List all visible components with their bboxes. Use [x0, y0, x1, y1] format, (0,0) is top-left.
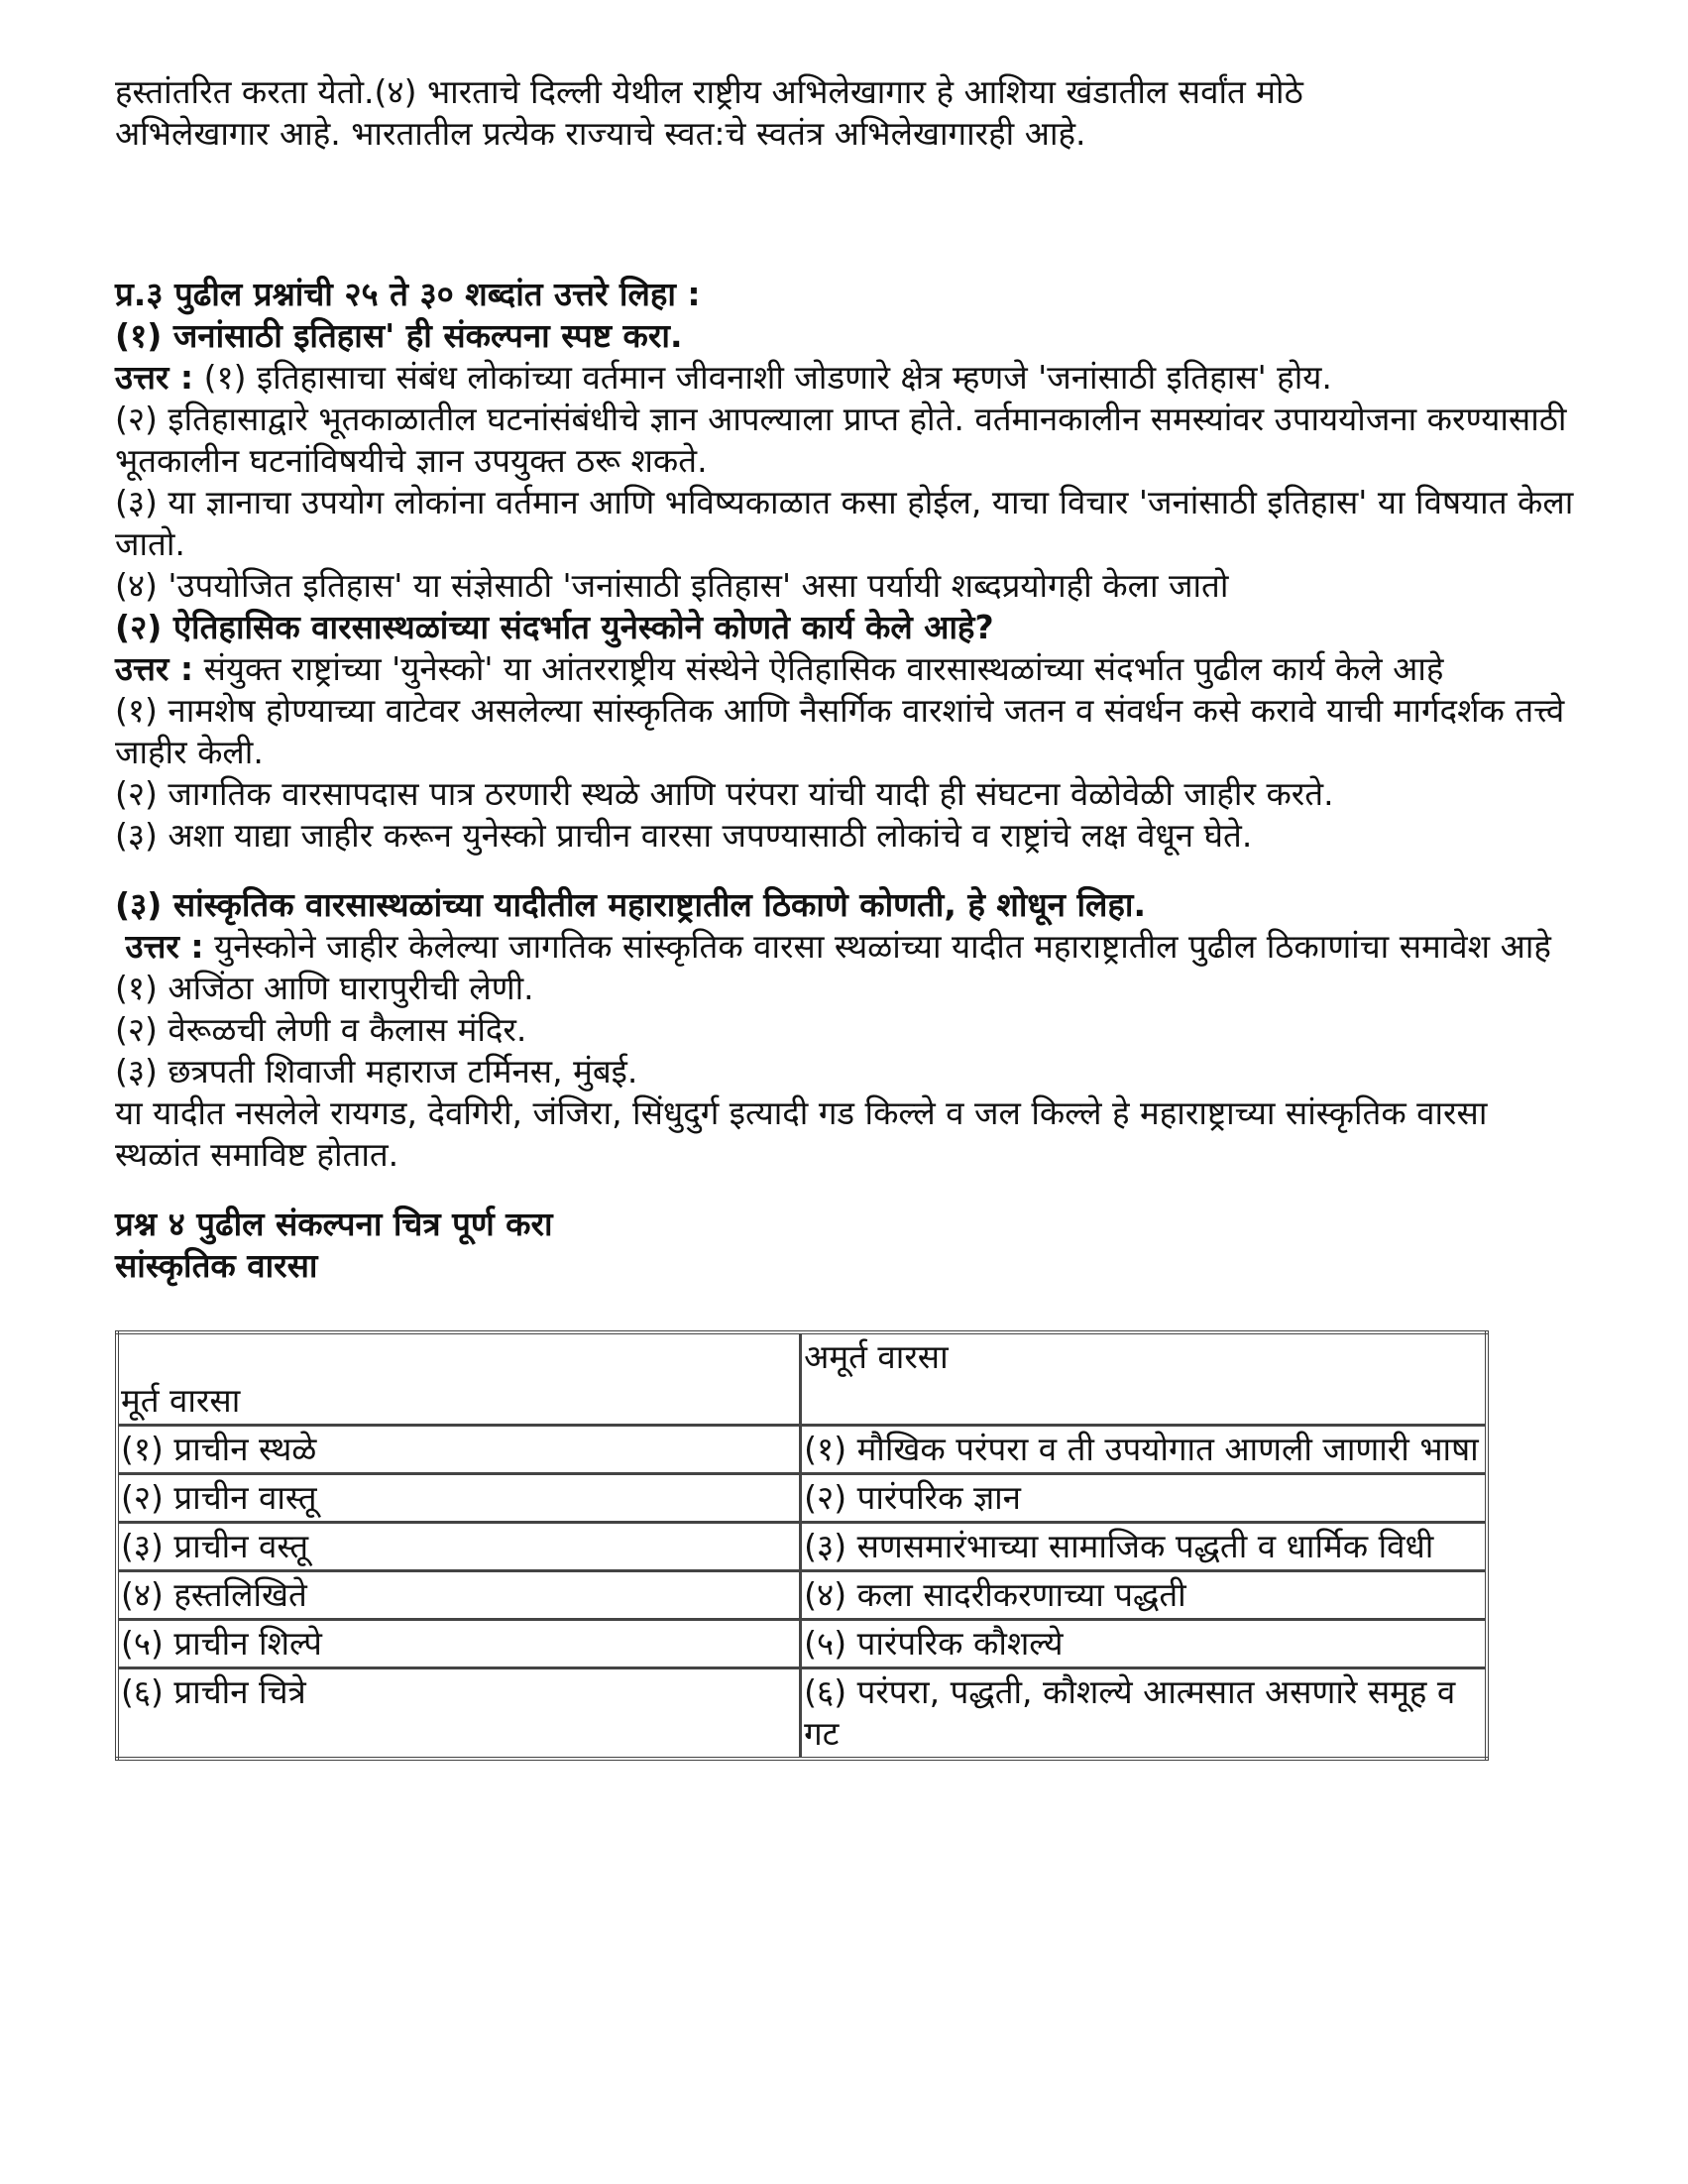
q3-sub3-point-1: (१) अजिंठा आणि घारापुरीची लेणी.	[115, 969, 534, 1007]
tangible-cell: (४) हस्तलिखिते	[117, 1571, 801, 1620]
q3-heading: प्र.३ पुढील प्रश्नांची २५ ते ३० शब्दांत उत्तरे लिहा :	[115, 275, 701, 313]
q3-sub3-answer-first	[115, 926, 1582, 968]
heritage-table	[115, 1330, 1489, 1761]
tangible-cell: (३) प्राचीन वस्तू	[117, 1523, 801, 1571]
intangible-cell: (४) कला सादरीकरणाच्या पद्धती	[801, 1571, 1487, 1620]
q3-sub1-point-3: (३) या ज्ञानाचा उपयोग लोकांना वर्तमान आणि भविष्यकाळात कसा होईल, याचा विचार 'जनांसाठी इतिहास' या विषयात केला जातो.	[115, 483, 1574, 563]
answer-label: उत्तर :	[115, 649, 194, 688]
answer-label: उत्तर :	[125, 927, 204, 966]
q3-sub2-point-3: (३) अशा याद्या जाहीर करून युनेस्को प्राचीन वारसा जपण्यासाठी लोकांचे व राष्ट्रांचे लक्ष वेधून घेते.	[115, 816, 1253, 855]
intangible-cell: (१) मौखिक परंपरा व ती उपयोगात आणली जाणारी भाषा	[801, 1426, 1487, 1474]
answer-label: उत्तर :	[115, 358, 194, 397]
intangible-heritage-header: अमूर्त वारसा	[801, 1332, 1487, 1426]
intangible-cell: (६) परंपरा, पद्धती, कौशल्ये आत्मसात असणारे समूह व गट	[801, 1668, 1487, 1760]
table-row	[117, 1668, 1487, 1760]
q3-sub3-point-2: (२) वेरूळची लेणी व कैलास मंदिर.	[115, 1010, 527, 1049]
q3-sub1-answer-first	[115, 357, 1582, 399]
q3-sub2-point-1: (१) नामशेष होण्याच्या वाटेवर असलेल्या सांस्कृतिक आणि नैसर्गिक वारशांचे जतन व संवर्धन कसे करावे याची मार्गदर्शक तत्त्वे जाहीर केली.	[115, 691, 1565, 771]
intro-line-1: हस्तांतरित करता येतो.(४) भारताचे दिल्ली येथील राष्ट्रीय अभिलेखागार हे आशिया खंडातील सर्वांत मोठे	[115, 72, 1303, 111]
q3-sub1-point-4: (४) 'उपयोजित इतिहास' या संज्ञेसाठी 'जनांसाठी इतिहास' असा पर्यायी शब्दप्रयोगही केला जातो	[115, 566, 1229, 605]
tangible-cell: (१) प्राचीन स्थळे	[117, 1426, 801, 1474]
q3-sub1-point-2: (२) इतिहासाद्वारे भूतकाळातील घटनांसंबंधीचे ज्ञान आपल्याला प्राप्त होते. वर्तमानकालीन समस्यांवर उपाययोजना करण्यासाठी भूतकालीन घटनांविषयीचे ज्ञान उपयुक्त ठरू शकते.	[115, 400, 1567, 480]
q3-sub2-question: (२) ऐतिहासिक वारसास्थळांच्या संदर्भात युनेस्कोने कोणते कार्य केले आहे?	[115, 608, 994, 646]
tangible-cell: (५) प्राचीन शिल्पे	[117, 1620, 801, 1668]
table-row	[117, 1474, 1487, 1523]
table-header-row	[117, 1332, 1487, 1426]
answer-text: संयुक्त राष्ट्रांच्या 'युनेस्को' या आंतरराष्ट्रीय संस्थेने ऐतिहासिक वारसास्थळांच्या संदर्भात पुढील कार्य केले आहे	[203, 649, 1444, 688]
table-row	[117, 1426, 1487, 1474]
intangible-cell: (२) पारंपरिक ज्ञान	[801, 1474, 1487, 1523]
q3-sub3-question: (३) सांस्कृतिक वारसास्थळांच्या यादीतील महाराष्ट्रातील ठिकाणे कोणती, हे शोधून लिहा.	[115, 885, 1146, 924]
table-row	[117, 1620, 1487, 1668]
intro-line-2: अभिलेखागार आहे. भारतातील प्रत्येक राज्याचे स्वत:चे स्वतंत्र अभिलेखागारही आहे.	[115, 114, 1086, 153]
q3-sub2-answer-first	[115, 648, 1582, 690]
q3-sub3-note: या यादीत नसलेले रायगड, देवगिरी, जंजिरा, सिंधुदुर्ग इत्यादी गड किल्ले व जल किल्ले हे महाराष्ट्राच्या सांस्कृतिक वारसा स्थळांत समाविष्ट होतात.	[115, 1093, 1488, 1174]
q4-heading: प्रश्न ४ पुढील संकल्पना चित्र पूर्ण करा	[115, 1205, 553, 1243]
q3-sub2-point-2: (२) जागतिक वारसापदास पात्र ठरणारी स्थळे आणि परंपरा यांची यादी ही संघटना वेळोवेळी जाहीर करते.	[115, 774, 1334, 813]
intangible-cell: (५) पारंपरिक कौशल्ये	[801, 1620, 1487, 1668]
tangible-cell: (६) प्राचीन चित्रे	[117, 1668, 801, 1760]
answer-text: (१) इतिहासाचा संबंध लोकांच्या वर्तमान जीवनाशी जोडणारे क्षेत्र म्हणजे 'जनांसाठी इतिहास' होय.	[203, 358, 1332, 397]
q4-subheading: सांस्कृतिक वारसा	[115, 1246, 318, 1285]
table-row	[117, 1523, 1487, 1571]
q3-sub3-point-3: (३) छत्रपती शिवाजी महाराज टर्मिनस, मुंबई.	[115, 1052, 638, 1091]
q3-sub1-question: (१) जनांसाठी इतिहास' ही संकल्पना स्पष्ट करा.	[115, 316, 683, 355]
table-row	[117, 1571, 1487, 1620]
tangible-heritage-header: मूर्त वारसा	[117, 1332, 801, 1426]
answer-text: युनेस्कोने जाहीर केलेल्या जागतिक सांस्कृतिक वारसा स्थळांच्या यादीत महाराष्ट्रातील पुढील ठिकाणांचा समावेश आहे	[214, 927, 1551, 966]
intangible-cell: (३) सणसमारंभाच्या सामाजिक पद्धती व धार्मिक विधी	[801, 1523, 1487, 1571]
tangible-cell: (२) प्राचीन वास्तू	[117, 1474, 801, 1523]
document-page	[115, 71, 1582, 1761]
